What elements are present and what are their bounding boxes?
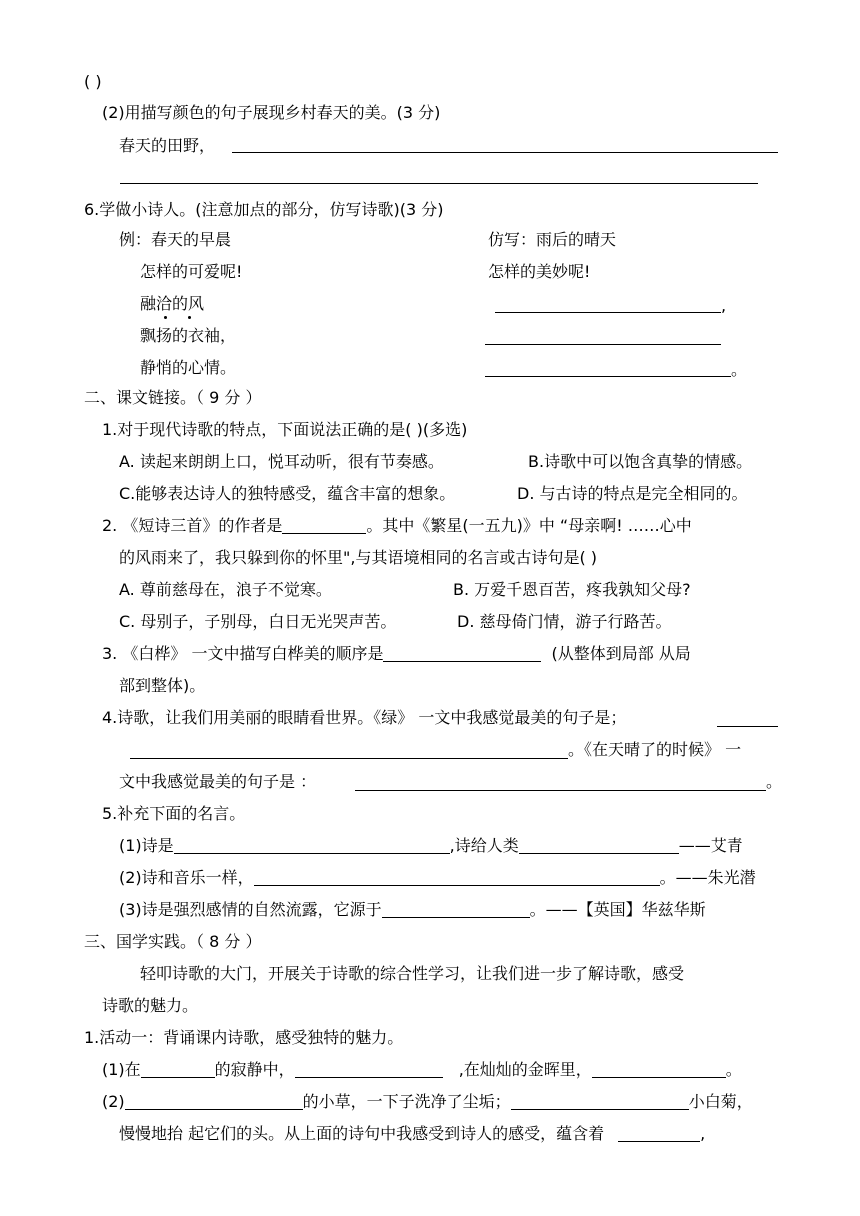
- sentence-blank[interactable]: [355, 790, 766, 791]
- example-line: 静悄的心情。: [140, 358, 237, 377]
- recite-blank[interactable]: [125, 1093, 303, 1110]
- recite-text: (2): [102, 1092, 125, 1111]
- quote-text: 。——朱光潜: [659, 868, 756, 887]
- recite-blank[interactable]: [618, 1125, 700, 1142]
- section-2-title: 二、课文链接。（ 9 分 ）: [84, 388, 262, 407]
- s2-question-1: 1.对于现代诗歌的特点，下面说法正确的是( )(多选): [102, 420, 468, 439]
- option-b: B.诗歌中可以饱含真挚的情感。: [528, 452, 753, 471]
- recite-text: 的寂静中，: [214, 1060, 295, 1079]
- answer-paren: ( ): [84, 72, 102, 91]
- section-3-title: 三、国学实践。（ 8 分 ）: [84, 932, 262, 951]
- emphasis-dot: [188, 316, 191, 319]
- quote-1: [119, 836, 743, 856]
- intro-text: 诗歌的魅力。: [102, 996, 199, 1015]
- imitation-blank[interactable]: [485, 344, 721, 345]
- emphasis-dot: [164, 316, 167, 319]
- s2-question-4: 4.诗歌，让我们用美丽的眼睛看世界。《绿》 一文中我感觉最美的句子是；: [102, 708, 627, 727]
- imitation-period: 。: [731, 360, 748, 379]
- option-d: D. 与古诗的特点是完全相同的。: [517, 484, 748, 503]
- question-2-color: (2)用描写颜色的句子展现乡村春天的美。(3 分): [102, 103, 441, 122]
- recite-blank[interactable]: [511, 1093, 689, 1110]
- recite-text: 的小草，一下子洗净了尘垢；: [302, 1092, 511, 1111]
- recite-text: ,: [700, 1124, 706, 1143]
- quote-3: [119, 900, 706, 920]
- quote-text: (3)诗是强烈感情的自然流露，它源于: [119, 900, 382, 919]
- recite-text: (1)在: [102, 1060, 141, 1079]
- imitation-line: 仿写：雨后的晴天: [488, 230, 617, 249]
- quote-blank[interactable]: [254, 869, 660, 886]
- option-b: B. 万爱千恩百苦，疼我孰知父母?: [453, 580, 691, 599]
- option-a: A. 读起来朗朗上口，悦耳动听，很有节奏感。: [119, 452, 444, 471]
- option-c: C.能够表达诗人的独特感受，蕴含丰富的想象。: [119, 484, 456, 503]
- question-6-title: 6.学做小诗人。(注意加点的部分，仿写诗歌)(3 分): [84, 200, 444, 219]
- recite-text: ,在灿灿的金晖里，: [458, 1060, 592, 1079]
- imitation-comma: ,: [721, 296, 727, 315]
- recite-text: 小白菊，: [688, 1092, 753, 1111]
- activity-1-title: 1.活动一：背诵课内诗歌，感受独特的魅力。: [84, 1028, 404, 1047]
- s2-question-3: [102, 644, 691, 664]
- recite-text: 慢慢地抬 起它们的头。从上面的诗句中我感受到诗人的感受，蕴含着: [119, 1124, 605, 1143]
- q3-text-line: 部到整体)。: [119, 676, 206, 695]
- example-line: 融洽的风: [140, 294, 205, 313]
- quote-blank[interactable]: [174, 837, 450, 854]
- sentence-blank[interactable]: [717, 726, 778, 727]
- q2-text: 。其中《繁星(一五九)》中 “母亲啊! ……心中: [366, 516, 692, 535]
- spring-field-label: 春天的田野，: [119, 136, 216, 155]
- recite-blank[interactable]: [141, 1061, 215, 1078]
- author-blank[interactable]: [282, 517, 366, 534]
- quote-blank[interactable]: [382, 901, 530, 918]
- imitation-line: 怎样的美妙呢!: [488, 262, 591, 281]
- q4-text-line: 。《在天晴了的时候》 一: [568, 740, 742, 759]
- answer-line[interactable]: [232, 152, 778, 153]
- q3-text: (从整体到局部 从局: [551, 644, 691, 663]
- q2-text-line: 的风雨来了，我只躲到你的怀里",与其语境相同的名言或古诗句是( ): [119, 548, 598, 567]
- s2-question-5: 5.补充下面的名言。: [102, 804, 246, 823]
- recite-line-2: [102, 1092, 753, 1112]
- sentence-blank[interactable]: [130, 758, 568, 759]
- q4-period: 。: [766, 772, 783, 791]
- quote-text: ,诗给人类: [449, 836, 519, 855]
- example-line: 飘扬的衣袖，: [140, 326, 237, 345]
- recite-text: 。: [725, 1060, 742, 1079]
- quote-text: (2)诗和音乐一样，: [119, 868, 254, 887]
- option-c: C. 母别子，子别母，白日无光哭声苦。: [119, 612, 397, 631]
- quote-2: [119, 868, 756, 888]
- example-line: 例：春天的早晨: [119, 230, 232, 249]
- intro-text: 轻叩诗歌的大门，开展关于诗歌的综合性学习，让我们进一步了解诗歌，感受: [140, 964, 685, 983]
- quote-blank[interactable]: [519, 837, 679, 854]
- imitation-blank[interactable]: [495, 312, 721, 313]
- recite-blank[interactable]: [295, 1061, 443, 1078]
- answer-line[interactable]: [120, 183, 758, 184]
- s2-question-2: [102, 516, 692, 536]
- recite-blank[interactable]: [592, 1061, 726, 1078]
- quote-text: (1)诗是: [119, 836, 174, 855]
- option-a: A. 尊前慈母在，浪子不觉寒。: [119, 580, 332, 599]
- imitation-blank[interactable]: [485, 376, 731, 377]
- q2-text: 2. 《短诗三首》的作者是: [102, 516, 283, 535]
- quote-text: ——艾青: [678, 836, 743, 855]
- option-d: D. 慈母倚门情，游子行路苦。: [457, 612, 672, 631]
- recite-line-3: [119, 1124, 705, 1144]
- order-blank[interactable]: [383, 645, 541, 662]
- quote-text: 。——【英国】华兹华斯: [529, 900, 706, 919]
- q4-text-line: 文中我感觉最美的句子是 ：: [119, 772, 317, 791]
- example-line: 怎样的可爱呢!: [140, 262, 243, 281]
- recite-line-1: [102, 1060, 742, 1080]
- q3-text: 3. 《白桦》 一文中描写白桦美的顺序是: [102, 644, 384, 663]
